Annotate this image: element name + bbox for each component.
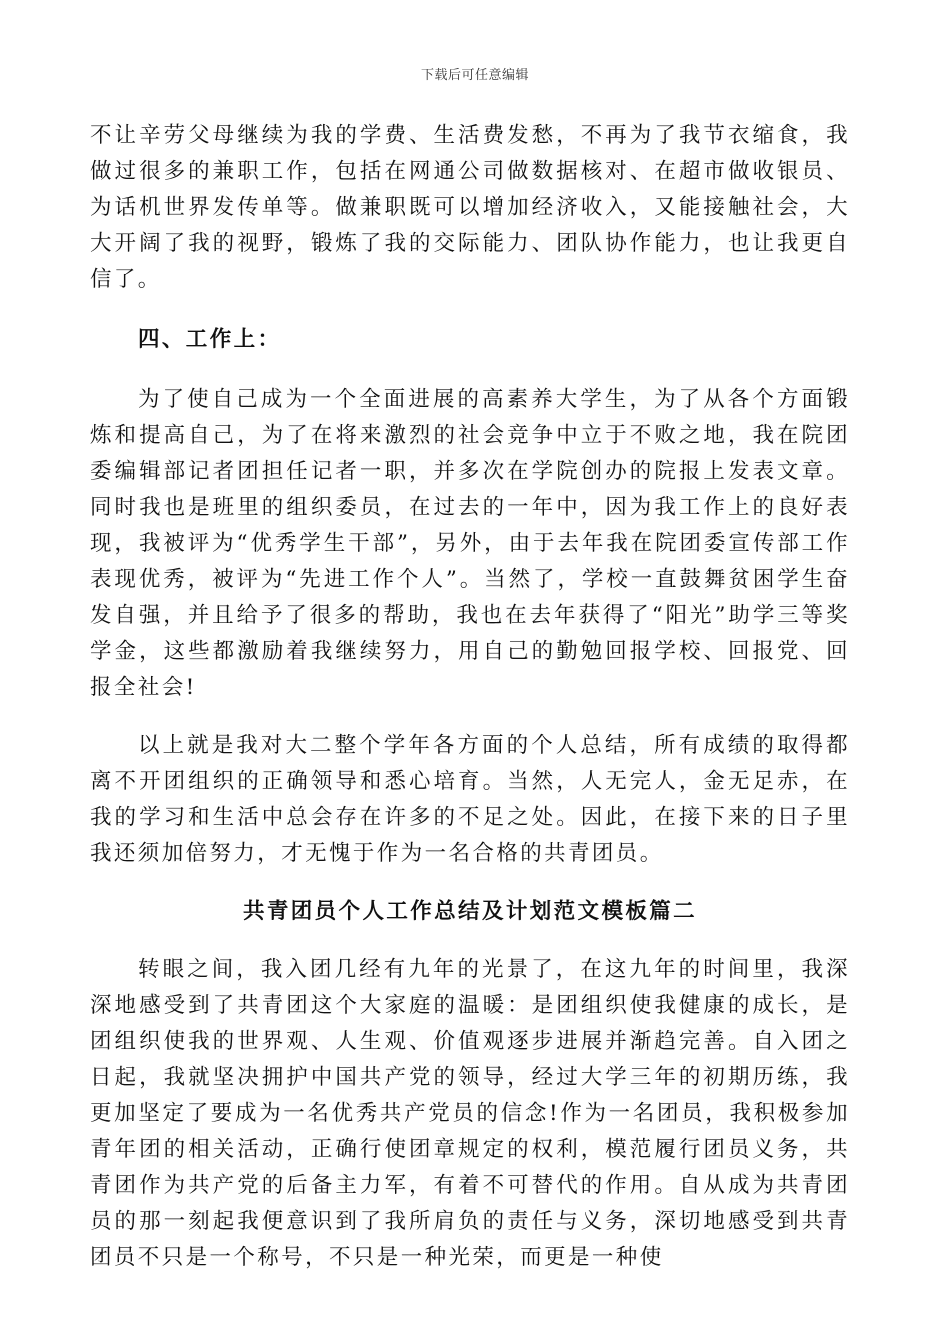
article-title-part-two: 共青团员个人工作总结及计划范文模板篇二 <box>242 899 698 924</box>
paragraph-part-time-work: 不让辛劳父母继续为我的学费、生活费发愁，不再为了我节衣缩食，我做过很多的兼职工作，包括在网通公司做数据核对、在超市做收银员、为话机世界发传单等。做兼职既可以增加经济收入，又能接触社会，大大开阔了我的视野，锻炼了我的交际能力、团队协作能力，也让我更自信了。 <box>90 123 850 292</box>
document-body <box>90 118 850 1276</box>
paragraph-work-experience: 为了使自己成为一个全面进展的高素养大学生，为了从各个方面锻炼和提高自己，为了在将来激烈的社会竞争中立于不败之地，我在院团委编辑部记者团担任记者一职，并多次在学院创办的院报上发表文章。同时我也是班里的组织委员，在过去的一年中，因为我工作上的良好表现，我被评为“优秀学生干部”，另外，由于去年我在院团委宣传部工作表现优秀，被评为“先进工作个人”。当然了，学校一直鼓舞贫困学生奋发自强，并且给予了很多的帮助，我也在去年获得了“阳光”助学三等奖学金，这些都激励着我继续努力，用自己的勤勉回报学校、回报党、回报全社会! <box>90 387 850 700</box>
page-header-note: 下载后可任意编辑 <box>420 68 529 83</box>
paragraph-league-membership: 转眼之间，我入团几经有九年的光景了，在这九年的时间里，我深深地感受到了共青团这个大家庭的温暖：是团组织使我健康的成长，是团组织使我的世界观、人生观、价值观逐步进展并渐趋完善。自入团之日起，我就坚决拥护中国共产党的领导，经过大学三年的初期历练，我更加坚定了要成为一名优秀共产党员的信念!作为一名团员，我积极参加青年团的相关活动，正确行使团章规定的权利，模范履行团员义务，共青团作为共产党的后备主力军，有着不可替代的作用。自从成为共青团员的那一刻起我便意识到了我所肩负的责任与义务，深切地感受到共青团员不只是一个称号，不只是一种光荣，而更是一种使 <box>90 957 850 1270</box>
paragraph-summary: 以上就是我对大二整个学年各方面的个人总结，所有成绩的取得都离不开团组织的正确领导和悉心培育。当然，人无完人，金无足赤，在我的学习和生活中总会存在许多的不足之处。因此，在接下来的日子里我还须加倍努力，才无愧于作为一名合格的共青团员。 <box>90 733 850 866</box>
section-heading-work: 四、工作上： <box>138 327 282 352</box>
